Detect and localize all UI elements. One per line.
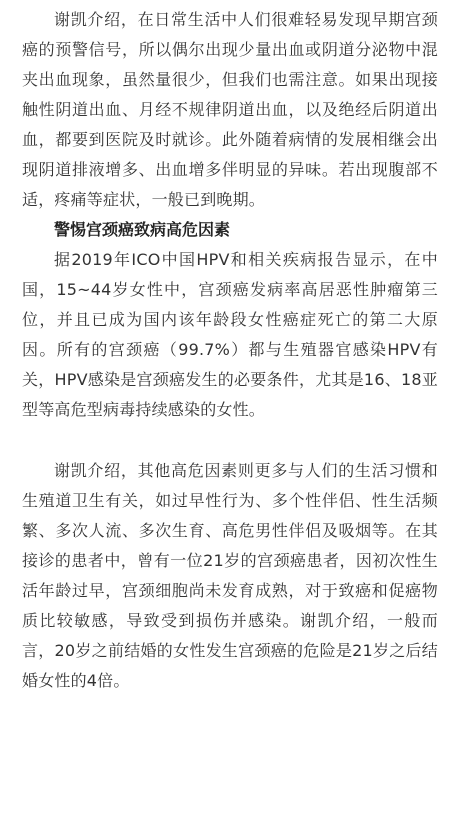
article-paragraph-hpv-statistics: 据2019年ICO中国HPV和相关疾病报告显示，在中国，15~44岁女性中，宫颈癌发病率高居恶性肿瘤第三位，并且已成为国内该年龄段女性癌症死亡的第二大原因。所有的宫颈癌（99.7%）都与生殖器官感染HPV有关，HPV感染是宫颈癌发生的必要条件，尤其是16、18亚型等高危型病毒持续感染的女性。 xyxy=(22,250,438,419)
section-heading: 警惕宫颈癌致病高危因素 xyxy=(54,220,231,239)
article-paragraph-risk-factors: 谢凯介绍，其他高危因素则更多与人们的生活习惯和生殖道卫生有关，如过早性行为、多个性伴侣、性生活频繁、多次人流、多次生育、高危男性伴侣及吸烟等。在其接诊的患者中，曾有一位21岁的宫颈癌患者，因初次性生活年龄过早，宫颈细胞尚未发育成熟，对于致癌和促癌物质比较敏感，导致受到损伤并感染。谢凯介绍，一般而言，20岁之前结婚的女性发生宫颈癌的危险是21岁之后结婚女性的4倍。 xyxy=(22,461,438,690)
article-paragraph-symptoms: 谢凯介绍，在日常生活中人们很难轻易发现早期宫颈癌的预警信号，所以偶尔出现少量出血或阴道分泌物中混夹出血现象，虽然量很少，但我们也需注意。如果出现接触性阴道出血、月经不规律阴道出血，以及绝经后阴道出血，都要到医院及时就诊。此外随着病情的发展相继会出现阴道排液增多、出血增多伴明显的异味。若出现腹部不适，疼痛等症状，一般已到晚期。 xyxy=(22,10,438,209)
